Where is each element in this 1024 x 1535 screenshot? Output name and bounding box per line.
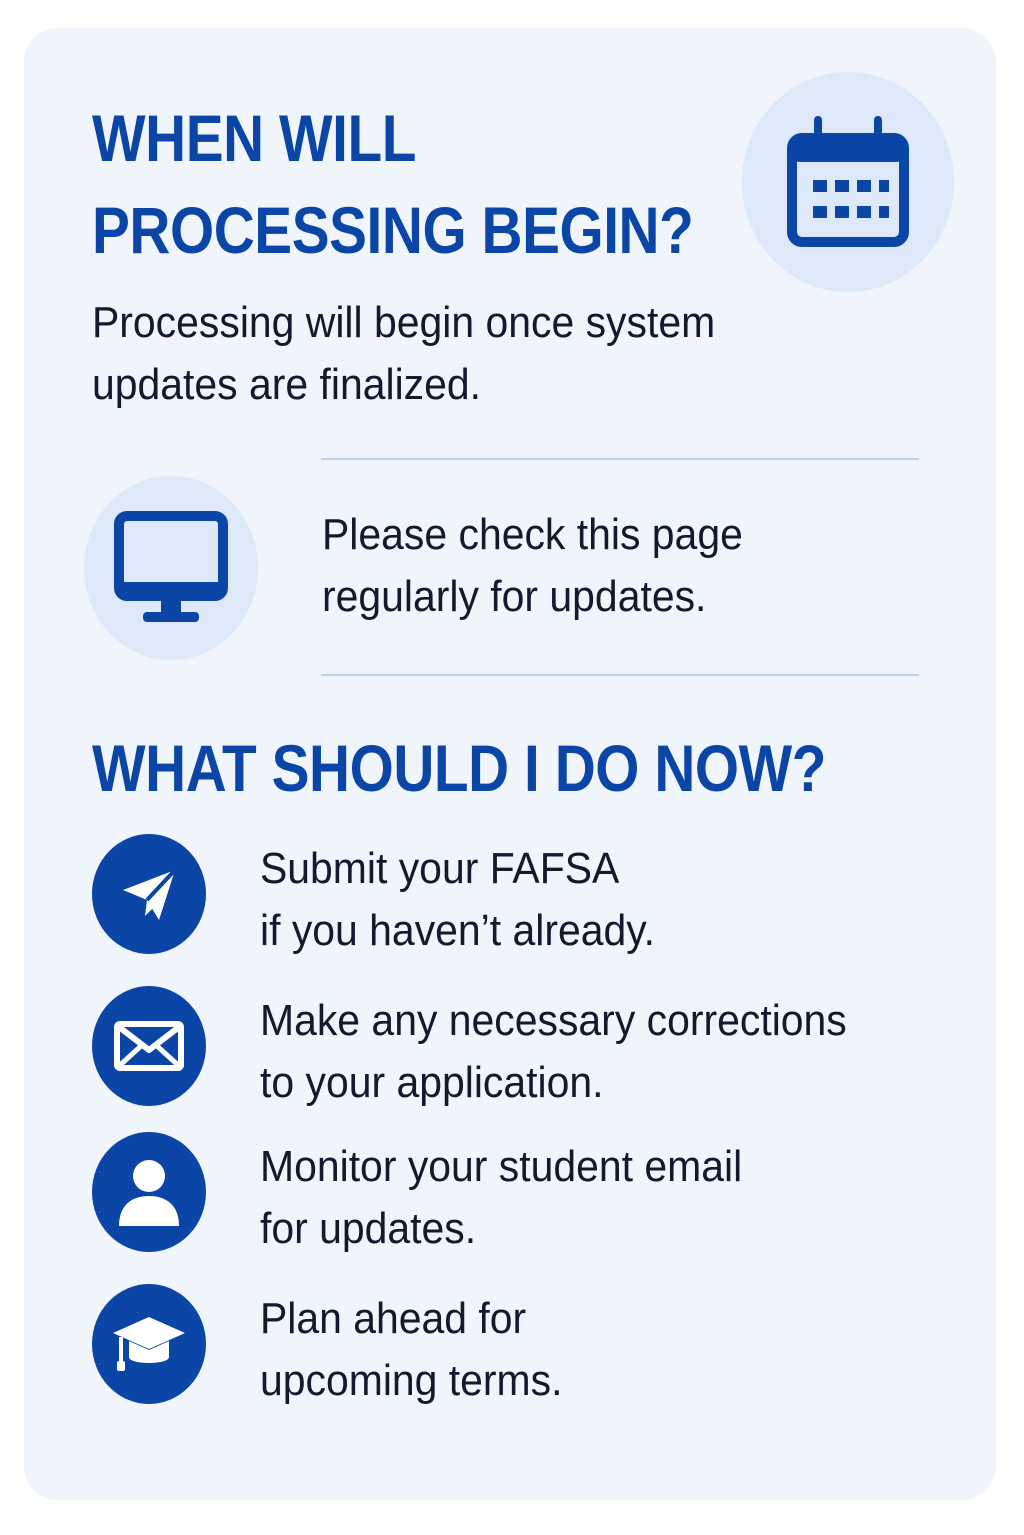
monitor-icon-badge bbox=[84, 476, 258, 660]
notice-line-1: Please check this page bbox=[322, 510, 743, 559]
check-page-notice bbox=[322, 504, 743, 628]
step-monitor-email bbox=[92, 1132, 952, 1262]
divider-bottom bbox=[321, 674, 919, 676]
step-submit-fafsa bbox=[92, 834, 952, 964]
monitor-icon bbox=[111, 506, 231, 630]
intro-line-1: Processing will begin once system bbox=[92, 298, 716, 347]
step-make-corrections bbox=[92, 986, 952, 1116]
step-text bbox=[260, 1288, 562, 1412]
step-plan-ahead bbox=[92, 1284, 952, 1414]
step-text bbox=[260, 1136, 742, 1260]
envelope-icon bbox=[92, 986, 206, 1106]
graduation-cap-icon bbox=[92, 1284, 206, 1404]
calendar-icon bbox=[783, 114, 913, 250]
notice-line-2: regularly for updates. bbox=[322, 572, 707, 621]
step-line-1: Monitor your student email bbox=[260, 1142, 743, 1191]
step-text bbox=[260, 838, 655, 962]
step-line-2: to your application. bbox=[260, 1058, 604, 1107]
step-line-2: if you haven’t already. bbox=[260, 906, 656, 955]
divider-top bbox=[321, 458, 919, 460]
next-steps-heading: WHAT SHOULD I DO NOW? bbox=[92, 731, 827, 805]
processing-heading-line-1: WHEN WILL bbox=[92, 101, 417, 175]
step-line-2: for updates. bbox=[260, 1204, 477, 1253]
step-text bbox=[260, 990, 847, 1114]
processing-intro bbox=[92, 292, 715, 416]
processing-heading bbox=[92, 92, 693, 276]
user-icon bbox=[92, 1132, 206, 1252]
step-line-2: upcoming terms. bbox=[260, 1356, 563, 1405]
intro-line-2: updates are finalized. bbox=[92, 360, 482, 409]
step-line-1: Plan ahead for bbox=[260, 1294, 527, 1343]
processing-heading-line-2: PROCESSING BEGIN? bbox=[92, 193, 694, 267]
paper-plane-icon bbox=[92, 834, 206, 954]
calendar-icon-badge bbox=[742, 72, 954, 292]
step-line-1: Make any necessary corrections bbox=[260, 996, 847, 1045]
step-line-1: Submit your FAFSA bbox=[260, 844, 620, 893]
